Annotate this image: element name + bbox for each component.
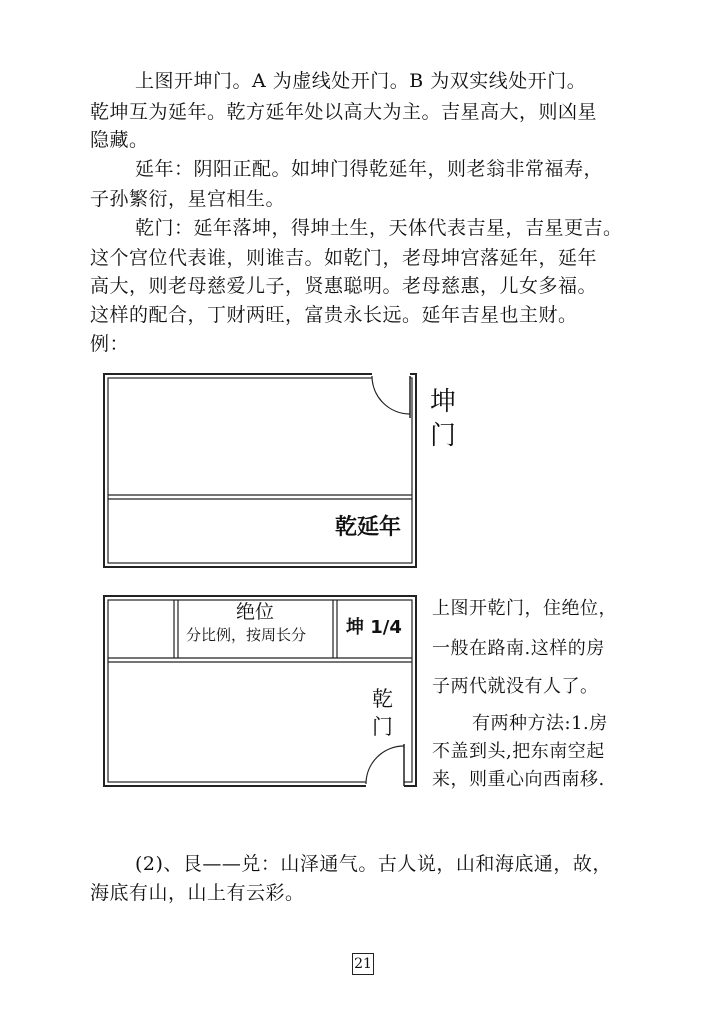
text-line: (2)、艮——兑：山泽通气。古人说，山和海底通，故，	[135, 853, 612, 875]
qian-door-label: 乾	[372, 687, 393, 711]
room-label-jue: 绝位	[236, 601, 275, 623]
text-line: 来，则重心向西南移.	[432, 769, 605, 790]
qian-door-label: 门	[372, 715, 393, 739]
text-line: 不盖到头,把东南空起	[432, 741, 605, 762]
room-sublabel-jue: 分比例，按周长分	[186, 626, 307, 644]
kun-door-label: 坤	[430, 387, 457, 417]
text-line: 子孙繁衍，星宫相生。	[90, 188, 286, 210]
text-line: 子两代就没有人了。	[432, 676, 599, 697]
text-line: 例：	[90, 333, 130, 355]
text-line: 上图开坤门。A 为虚线处开门。B 为双实线处开门。	[135, 70, 587, 92]
text-line: 这样的配合，丁财两旺，富贵永长远。延年吉星也主财。	[90, 304, 578, 326]
text-line: 乾坤互为延年。乾方延年处以高大为主。吉星高大，则凶星	[90, 101, 598, 123]
text-line: 乾门：延年落坤，得坤土生，天体代表吉星，吉星更吉。	[135, 217, 623, 239]
text-line: 隐藏。	[90, 129, 149, 151]
door-swing-arc	[372, 376, 410, 414]
text-line: 海底有山，山上有云彩。	[90, 882, 305, 904]
page-number: 21	[352, 953, 374, 975]
text-line: 延年：阴阳正配。如坤门得乾延年，则老翁非常福寿，	[135, 158, 604, 180]
text-line: 一般在路南.这样的房	[432, 638, 605, 659]
room-label-kun: 坤 1/4	[346, 617, 402, 638]
door-swing-arc	[366, 746, 404, 784]
text-line: 这个宫位代表谁，则谁吉。如乾门，老母坤宫落延年，延年	[90, 247, 598, 269]
kun-door-label: 门	[430, 421, 457, 451]
text-line: 有两种方法:1.房	[472, 713, 608, 734]
text-line: 上图开乾门，住绝位，	[432, 598, 617, 619]
text-line: 高大，则老母慈爱儿子，贤惠聪明。老母慈惠，儿女多福。	[90, 275, 598, 297]
room-label-qian-yannian: 乾延年	[335, 515, 402, 540]
